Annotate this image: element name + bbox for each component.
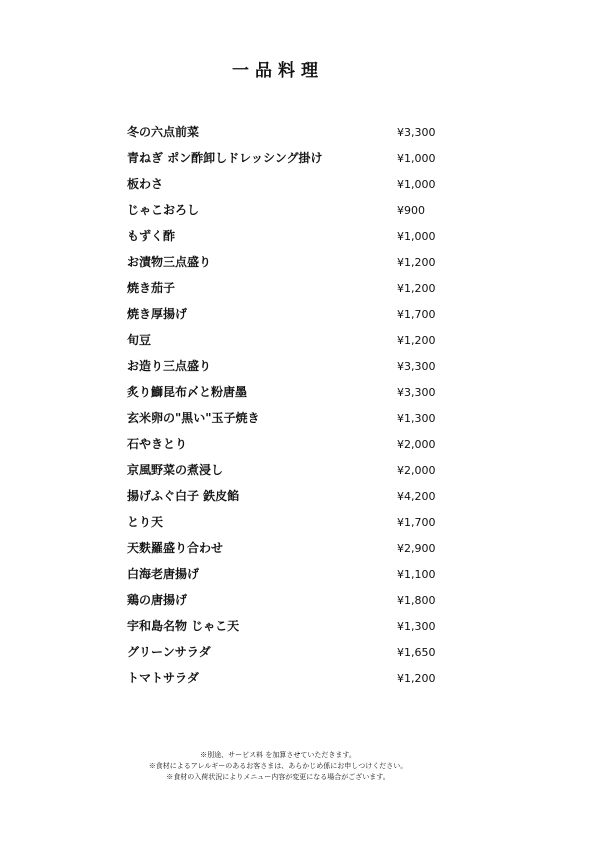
menu-item-name: 宇和島名物 じゃこ天 — [127, 619, 240, 633]
menu-item — [127, 124, 447, 150]
menu-item-name: 焼き茄子 — [127, 281, 176, 295]
menu-item — [127, 254, 447, 280]
menu-item — [127, 566, 447, 592]
menu-item-price: ¥1,300 — [397, 620, 436, 633]
menu-item-price: ¥3,300 — [397, 386, 436, 399]
menu-item-price: ¥1,200 — [397, 672, 436, 685]
menu-item — [127, 202, 447, 228]
menu-item-price: ¥1,650 — [397, 646, 436, 659]
menu-item — [127, 306, 447, 332]
menu-item-name: 京風野菜の煮浸し — [127, 463, 224, 477]
menu-item — [127, 228, 447, 254]
menu-item-name: トマトサラダ — [127, 671, 199, 685]
menu-item — [127, 644, 447, 670]
menu-item-price: ¥1,000 — [397, 178, 436, 191]
menu-item-price: ¥1,200 — [397, 334, 436, 347]
menu-item — [127, 488, 447, 514]
menu-item-name: 玄米卵の"黒い"玉子焼き — [127, 411, 260, 425]
service-charge-note: ※別途、サービス料 を加算させていただきます。 — [200, 751, 356, 759]
menu-change-note: ※食材の入荷状況によりメニュー内容が変更になる場合がございます。 — [166, 773, 390, 781]
menu-item-price: ¥1,000 — [397, 230, 436, 243]
menu-item-price: ¥2,000 — [397, 464, 436, 477]
menu-item-price: ¥2,900 — [397, 542, 436, 555]
menu-item-price: ¥1,700 — [397, 516, 436, 529]
menu-item-name: 焼き厚揚げ — [127, 307, 188, 321]
menu-item-name: グリーンサラダ — [127, 645, 211, 659]
menu-item-price: ¥1,200 — [397, 256, 436, 269]
menu-item-price: ¥1,800 — [397, 594, 436, 607]
menu-item — [127, 280, 447, 306]
menu-item — [127, 514, 447, 540]
menu-item-price: ¥900 — [397, 204, 425, 217]
menu-item-name: 石やきとり — [127, 437, 188, 451]
menu-item-price: ¥4,200 — [397, 490, 436, 503]
allergy-note: ※食材によるアレルギーのあるお客さまは、あらかじめ係にお申しつけください。 — [148, 762, 408, 770]
menu-item-name: とり天 — [127, 515, 164, 529]
menu-item-name: もずく酢 — [127, 229, 176, 243]
menu-item-name: 天麩羅盛り合わせ — [127, 541, 224, 555]
menu-item-name: 炙り鰤昆布〆と粉唐墨 — [127, 385, 248, 399]
menu-item — [127, 540, 447, 566]
menu-item-name: お漬物三点盛り — [127, 255, 212, 269]
menu-item-price: ¥1,700 — [397, 308, 436, 321]
menu-item-price: ¥1,300 — [397, 412, 436, 425]
menu-item — [127, 592, 447, 618]
menu-item-name: 白海老唐揚げ — [127, 567, 200, 581]
page-title: 一品料理 — [232, 61, 324, 81]
menu-item-name: お造り三点盛り — [127, 359, 212, 373]
menu-item-name: 揚げふぐ白子 鉄皮餡 — [127, 489, 240, 503]
menu-item-price: ¥2,000 — [397, 438, 436, 451]
menu-item-name: 青ねぎ ポン酢卸しドレッシング掛け — [127, 151, 323, 165]
menu-item — [127, 618, 447, 644]
menu-item-price: ¥1,000 — [397, 152, 436, 165]
menu-item — [127, 384, 447, 410]
menu-item-price: ¥1,200 — [397, 282, 436, 295]
menu-item — [127, 436, 447, 462]
menu-item — [127, 410, 447, 436]
menu-item — [127, 332, 447, 358]
menu-item — [127, 176, 447, 202]
menu-item — [127, 150, 447, 176]
menu-item — [127, 670, 447, 696]
menu-item-name: 旬豆 — [127, 333, 152, 347]
menu-item-name: 鶏の唐揚げ — [127, 593, 188, 607]
menu-list — [127, 124, 447, 696]
menu-item-name: 冬の六点前菜 — [127, 125, 200, 139]
menu-item-name: じゃこおろし — [127, 203, 200, 217]
menu-item-price: ¥3,300 — [397, 126, 436, 139]
menu-item-price: ¥1,100 — [397, 568, 436, 581]
footer-notes — [0, 750, 556, 783]
menu-item-name: 板わさ — [127, 177, 164, 191]
menu-item — [127, 462, 447, 488]
menu-item — [127, 358, 447, 384]
menu-item-price: ¥3,300 — [397, 360, 436, 373]
